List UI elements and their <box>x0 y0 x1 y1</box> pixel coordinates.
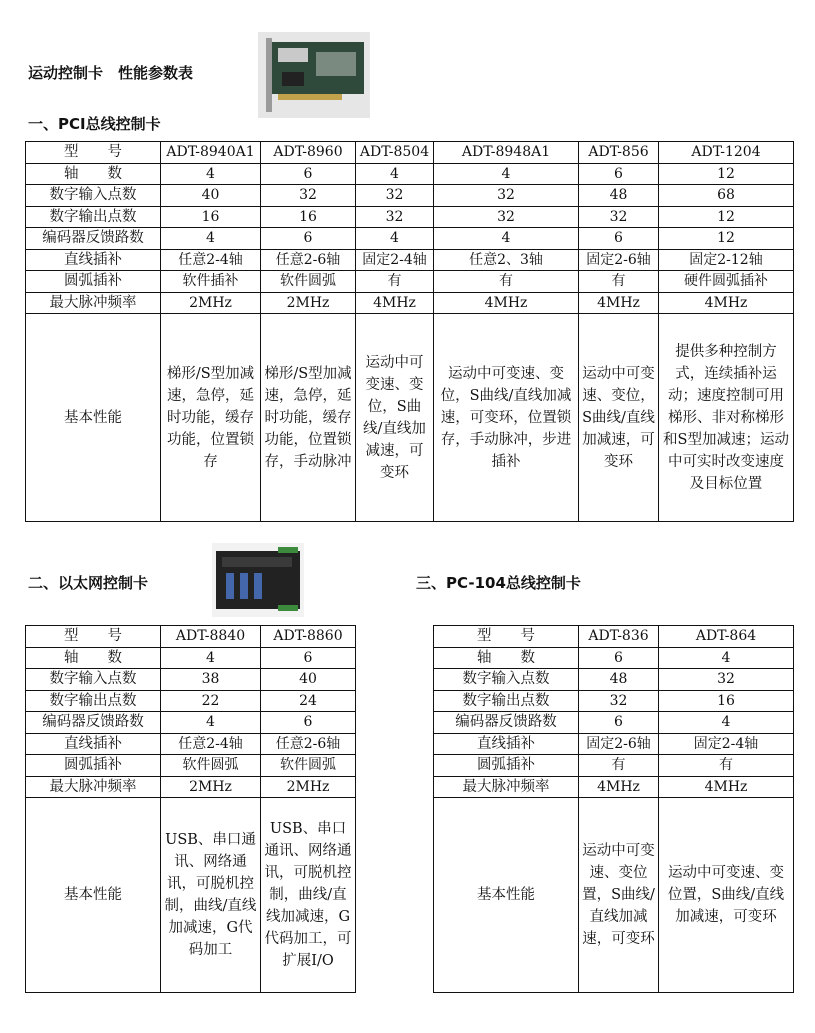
cell-din: 38 <box>161 669 261 691</box>
cell-dout: 16 <box>659 690 794 712</box>
cell-axes: 4 <box>356 163 434 185</box>
cell-enc: 6 <box>261 712 356 734</box>
pc104-linear-row <box>434 733 794 755</box>
cell-dout: 12 <box>659 206 794 228</box>
cell-freq: 2MHz <box>161 776 261 798</box>
cell-freq: 4MHz <box>659 776 794 798</box>
cell-model: ADT-8960 <box>261 142 356 164</box>
cell-linear: 固定2-4轴 <box>659 733 794 755</box>
row-label: 数字输出点数 <box>26 206 161 228</box>
cell-din: 68 <box>659 185 794 207</box>
row-label: 数字输出点数 <box>26 690 161 712</box>
cell-axes: 12 <box>659 163 794 185</box>
cell-linear: 任意2、3轴 <box>434 249 579 271</box>
cell-perf: 运动中可变速、变位，S曲线/直线加减速，可变环 <box>356 314 434 522</box>
cell-arc: 有 <box>579 755 659 777</box>
row-label: 轴 数 <box>26 163 161 185</box>
cell-freq: 4MHz <box>659 292 794 314</box>
ethernet-linear-row <box>26 733 356 755</box>
cell-model: ADT-864 <box>659 626 794 648</box>
row-label: 轴 数 <box>26 647 161 669</box>
cell-linear: 任意2-6轴 <box>261 249 356 271</box>
pci-model-row <box>26 142 794 164</box>
cell-model: ADT-8504 <box>356 142 434 164</box>
row-label: 直线插补 <box>26 733 161 755</box>
cell-enc: 4 <box>161 712 261 734</box>
cell-din: 48 <box>579 669 659 691</box>
cell-enc: 6 <box>579 712 659 734</box>
pci-linear-row <box>26 249 794 271</box>
row-label: 圆弧插补 <box>26 755 161 777</box>
cell-dout: 32 <box>356 206 434 228</box>
cell-dout: 24 <box>261 690 356 712</box>
cell-axes: 6 <box>261 163 356 185</box>
cell-axes: 4 <box>161 163 261 185</box>
row-label: 轴 数 <box>434 647 579 669</box>
cell-din: 40 <box>261 669 356 691</box>
cell-freq: 4MHz <box>579 776 659 798</box>
ethernet-dout-row <box>26 690 356 712</box>
cell-linear: 任意2-6轴 <box>261 733 356 755</box>
row-label: 圆弧插补 <box>26 271 161 293</box>
cell-model: ADT-1204 <box>659 142 794 164</box>
cell-dout: 16 <box>161 206 261 228</box>
row-label: 型 号 <box>434 626 579 648</box>
pci-table <box>25 141 794 522</box>
cell-linear: 固定2-4轴 <box>356 249 434 271</box>
ethernet-arc-row <box>26 755 356 777</box>
pci-axes-row <box>26 163 794 185</box>
pci-perf-row <box>26 314 794 522</box>
cell-axes: 6 <box>579 647 659 669</box>
row-label: 型 号 <box>26 626 161 648</box>
cell-freq: 4MHz <box>356 292 434 314</box>
pc104-arc-row <box>434 755 794 777</box>
row-label: 圆弧插补 <box>434 755 579 777</box>
cell-model: ADT-8840 <box>161 626 261 648</box>
cell-enc: 4 <box>161 228 261 250</box>
row-label: 数字输入点数 <box>434 669 579 691</box>
cell-linear: 任意2-4轴 <box>161 733 261 755</box>
pci-din-row <box>26 185 794 207</box>
cell-model: ADT-8940A1 <box>161 142 261 164</box>
cell-enc: 4 <box>659 712 794 734</box>
cell-axes: 4 <box>434 163 579 185</box>
row-label: 直线插补 <box>434 733 579 755</box>
row-label: 编码器反馈路数 <box>434 712 579 734</box>
pc104-model-row <box>434 626 794 648</box>
cell-din: 32 <box>434 185 579 207</box>
ethernet-encoder-row <box>26 712 356 734</box>
cell-axes: 4 <box>161 647 261 669</box>
cell-din: 40 <box>161 185 261 207</box>
row-label: 编码器反馈路数 <box>26 228 161 250</box>
cell-enc: 4 <box>434 228 579 250</box>
cell-enc: 6 <box>261 228 356 250</box>
cell-enc: 6 <box>579 228 659 250</box>
cell-arc: 有 <box>579 271 659 293</box>
pc104-freq-row <box>434 776 794 798</box>
row-label: 基本性能 <box>26 314 161 522</box>
cell-arc: 软件插补 <box>161 271 261 293</box>
cell-freq: 2MHz <box>261 776 356 798</box>
cell-arc: 软件圆弧 <box>261 271 356 293</box>
row-label: 最大脉冲频率 <box>434 776 579 798</box>
cell-axes: 6 <box>579 163 659 185</box>
cell-model: ADT-8860 <box>261 626 356 648</box>
pc104-axes-row <box>434 647 794 669</box>
row-label: 数字输入点数 <box>26 669 161 691</box>
cell-enc: 12 <box>659 228 794 250</box>
row-label: 编码器反馈路数 <box>26 712 161 734</box>
page-title: 运动控制卡 性能参数表 <box>28 64 194 82</box>
ethernet-card-photo <box>212 543 304 617</box>
cell-linear: 固定2-12轴 <box>659 249 794 271</box>
pci-encoder-row <box>26 228 794 250</box>
cell-perf: 梯形/S型加减速，急停，延时功能，缓存功能，位置锁存 <box>161 314 261 522</box>
cell-dout: 32 <box>579 206 659 228</box>
row-label: 型 号 <box>26 142 161 164</box>
pci-card-photo <box>258 32 370 118</box>
cell-linear: 固定2-6轴 <box>579 249 659 271</box>
pci-freq-row <box>26 292 794 314</box>
cell-arc: 有 <box>434 271 579 293</box>
cell-din: 48 <box>579 185 659 207</box>
cell-perf: 运动中可变速、变位置，S曲线/直线加减速，可变环 <box>659 798 794 993</box>
row-label: 基本性能 <box>434 798 579 993</box>
cell-model: ADT-8948A1 <box>434 142 579 164</box>
ethernet-freq-row <box>26 776 356 798</box>
pci-arc-row <box>26 271 794 293</box>
cell-din: 32 <box>659 669 794 691</box>
cell-linear: 任意2-4轴 <box>161 249 261 271</box>
row-label: 基本性能 <box>26 798 161 993</box>
cell-arc: 硬件圆弧插补 <box>659 271 794 293</box>
cell-din: 32 <box>356 185 434 207</box>
cell-dout: 32 <box>579 690 659 712</box>
row-label: 数字输出点数 <box>434 690 579 712</box>
cell-model: ADT-856 <box>579 142 659 164</box>
cell-axes: 6 <box>261 647 356 669</box>
ethernet-heading: 二、以太网控制卡 <box>28 574 149 592</box>
cell-enc: 4 <box>356 228 434 250</box>
cell-freq: 4MHz <box>579 292 659 314</box>
cell-perf: USB、串口通讯、网络通讯，可脱机控制，曲线/直线加减速，G代码加工，可扩展I/O <box>261 798 356 993</box>
row-label: 数字输入点数 <box>26 185 161 207</box>
ethernet-perf-row <box>26 798 356 993</box>
pc104-din-row <box>434 669 794 691</box>
ethernet-table <box>25 625 356 993</box>
cell-perf: 运动中可变速、变位，S曲线/直线加减速，可变环 <box>579 314 659 522</box>
cell-freq: 2MHz <box>261 292 356 314</box>
cell-din: 32 <box>261 185 356 207</box>
cell-freq: 4MHz <box>434 292 579 314</box>
cell-arc: 软件圆弧 <box>161 755 261 777</box>
ethernet-model-row <box>26 626 356 648</box>
pc104-encoder-row <box>434 712 794 734</box>
cell-dout: 16 <box>261 206 356 228</box>
cell-perf: 运动中可变速、变位置，S曲线/直线加减速，可变环 <box>579 798 659 993</box>
row-label: 最大脉冲频率 <box>26 292 161 314</box>
cell-model: ADT-836 <box>579 626 659 648</box>
cell-arc: 有 <box>659 755 794 777</box>
cell-dout: 32 <box>434 206 579 228</box>
pci-heading: 一、PCI总线控制卡 <box>28 115 161 133</box>
row-label: 最大脉冲频率 <box>26 776 161 798</box>
cell-linear: 固定2-6轴 <box>579 733 659 755</box>
row-label: 直线插补 <box>26 249 161 271</box>
pc104-heading: 三、PC-104总线控制卡 <box>416 574 581 592</box>
ethernet-din-row <box>26 669 356 691</box>
cell-arc: 有 <box>356 271 434 293</box>
cell-perf: 运动中可变速、变位，S曲线/直线加减速，可变环，位置锁存，手动脉冲，步进插补 <box>434 314 579 522</box>
ethernet-axes-row <box>26 647 356 669</box>
pc104-table <box>433 625 794 993</box>
cell-freq: 2MHz <box>161 292 261 314</box>
cell-perf: 提供多种控制方式，连续插补运动；速度控制可用梯形、非对称梯形和S型加减速；运动中可实时改变速度及目标位置 <box>659 314 794 522</box>
cell-perf: 梯形/S型加减速，急停，延时功能，缓存功能，位置锁存，手动脉冲 <box>261 314 356 522</box>
cell-dout: 22 <box>161 690 261 712</box>
cell-arc: 软件圆弧 <box>261 755 356 777</box>
cell-perf: USB、串口通讯、网络通讯，可脱机控制，曲线/直线加减速，G代码加工 <box>161 798 261 993</box>
pc104-perf-row <box>434 798 794 993</box>
pci-dout-row <box>26 206 794 228</box>
pc104-dout-row <box>434 690 794 712</box>
cell-axes: 4 <box>659 647 794 669</box>
